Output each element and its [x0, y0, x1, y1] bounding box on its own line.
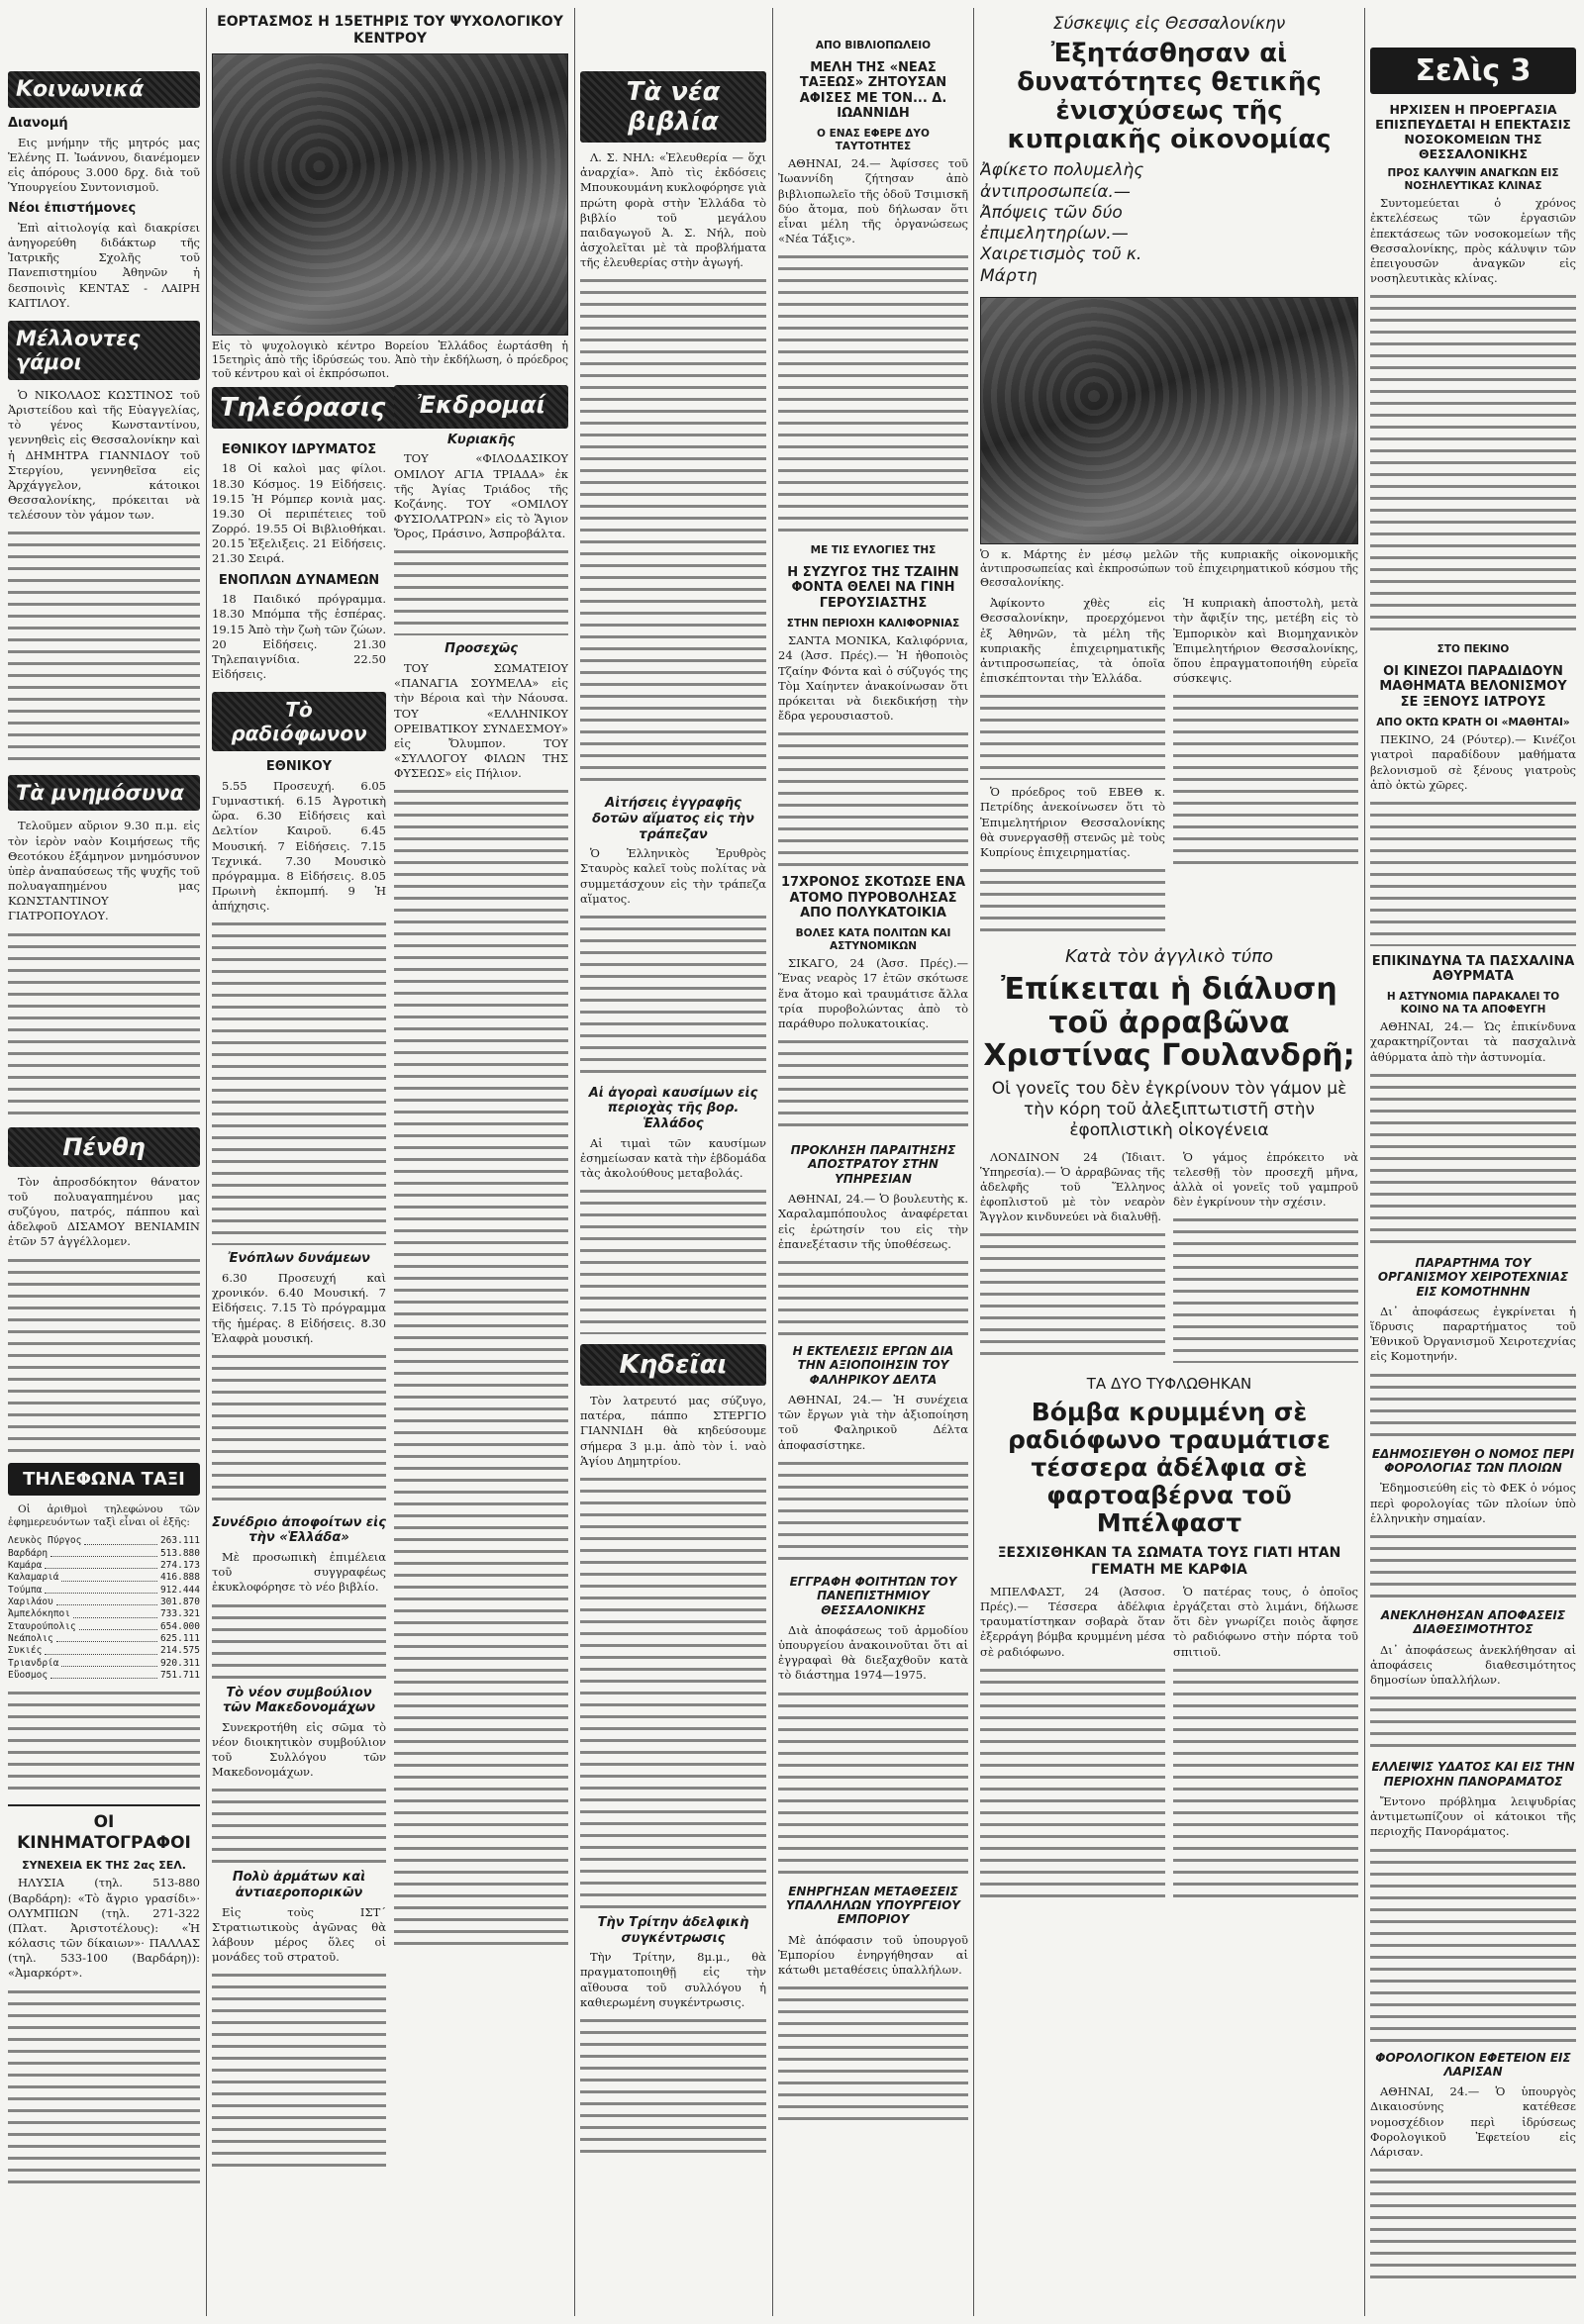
subheadline-hospitals: ΠΡΟΣ ΚΑΛΥΨΙΝ ΑΝΑΓΚΩΝ ΕΙΣ ΝΟΣΗΛΕΥΤΙΚΑΣ ΚΛΙΝΑΣ [1387, 167, 1559, 192]
text-block [212, 1970, 386, 2168]
heading-echoes: Συνέδριο ἀποφοίτων εἰς τὴν «Ἑλλάδα» [212, 1514, 386, 1546]
list-item: Βαρδάρη 513.880 [8, 1547, 200, 1559]
kicker-blessings: ΜΕ ΤΙΣ ΕΥΛΟΓΙΕΣ ΤΗΣ [810, 544, 937, 557]
text-chicago-shooting: ΣΙΚΑΓΟ, 24 (Ἀσσ. Πρές).— Ἕνας νεαρὸς 17 ἐτῶν σκότωσε ἕνα ἄτομο καὶ τραυμάτισε ἄλλα τρία πυροβολώντας ἀπὸ τὸ παράθυρο πολυκατοικίας. [778, 956, 968, 1030]
headline-university-enrollment: ΕΓΓΡΑΦΗ ΦΟΙΤΗΤΩΝ ΤΟΥ ΠΑΝΕΠΙΣΤΗΜΙΟΥ ΘΕΣΣΑΛΟΝΙΚΗΣ [789, 1574, 957, 1617]
subheadline-shots: ΒΟΛΕΣ ΚΑΤΑ ΠΟΛΙΤΩΝ ΚΑΙ ΑΣΤΥΝΟΜΙΚΩΝ [795, 926, 951, 952]
headline-belfast-bomb: Βόμβα κρυμμένη σὲ ραδιόφωνο τραυμάτισε τέσσερα ἀδέλφια σὲ φαρτοαβέρνα τοῦ Μπέλφαστ [1008, 1398, 1331, 1538]
column-5 [980, 0, 1358, 2324]
text-proseches: ΤΟΥ ΣΩΜΑΤΕΙΟΥ «ΠΑΝΑΓΙΑ ΣΟΥΜΕΛΑ» εἰς τὴν Βέροια καὶ τὴν Νάουσα. ΤΟΥ «ΕΛΛΗΝΙΚΟΥ ΟΡΕΙΒΑΤΙΚΟΥ ΣΥΝΔΕΣΜΟΥ» εἰς Ὄλυμπον. ΤΟΥ «ΣΥΛΛΟΓΟΥ ΦΙΛΩΝ ΤΗΣ ΦΥΣΕΩΣ» εἰς Πήλιον. [394, 661, 568, 781]
section-banner-mellontes-gamoi: Μέλλοντες γάμοι [8, 321, 200, 380]
list-item: Καλαμαριά 416.888 [8, 1572, 200, 1584]
text-block [8, 929, 200, 1117]
text-block [1370, 1531, 1576, 1600]
text-water-shortage: Ἔντονο πρόβλημα λειψυδρίας ἀντιμετωπίζουν οἱ κάτοικοι τῆς περιοχῆς Πανοράματος. [1370, 1794, 1576, 1839]
list-item: Εὔοσμος 751.711 [8, 1670, 200, 1682]
text-block [778, 1983, 968, 2121]
text-block [1173, 1665, 1358, 1902]
text-block [212, 1351, 386, 1509]
photo-cyprus-delegation [980, 297, 1358, 544]
headline-handicraft: ΠΑΡΑΡΤΗΜΑ ΤΟΥ ΟΡΓΑΝΙΣΜΟΥ ΧΕΙΡΟΤΕΧΝΙΑΣ ΕΙΣ ΚΟΜΟΤΗΝΗΝ [1377, 1255, 1569, 1299]
headline-cyprus-economy: Ἐξητάσθησαν αἱ δυνατότητες θετικῆς ἐνισχύσεως τῆς κυπριακῆς οἰκονομίας [1007, 39, 1332, 155]
section-banner-ekdromai: Ἐκδρομαί [394, 385, 568, 425]
text-block [1370, 1845, 1576, 2043]
text-neoi-epistimones: Ἐπὶ αἰτιολογίᾳ καὶ διακρίσει ἀνηγορεύθη διδάκτωρ τῆς Ἰατρικῆς Σχολῆς τοῦ Πανεπιστημίου Ἀθηνῶν ἡ δεσποινὶς ΚΕΝΤΑΣ - ΛΑΙΡΗ ΚΑΙΤΙΛΟΥ. [8, 220, 200, 310]
column-rule [772, 8, 773, 2316]
list-item: Χαριλάου 301.870 [8, 1596, 200, 1607]
subheadline-california: ΣΤΗΝ ΠΕΡΙΟΧΗ ΚΑΛΙΦΟΡΝΙΑΣ [786, 617, 960, 629]
text-easter-toys: ΑΘΗΝΑΙ, 24.— Ὡς ἐπικίνδυνα χαρακτηρίζονται τὰ πασχαλινὰ ἀθύρματα ἀπὸ τὴν ἀστυνομία. [1370, 1019, 1576, 1064]
text-university-enrollment: Διὰ ἀποφάσεως τοῦ ἁρμοδίου ὑπουργείου ἀνακοινοῦται ὅτι αἱ ἐγγραφαὶ θὰ διεξαχθοῦν κατὰ τὸ διάστημα 1974—1975. [778, 1622, 968, 1683]
text-block [394, 786, 568, 1954]
heading-dianomi: Διανομή [8, 116, 68, 131]
section-banner-penthi: Πένθη [8, 1127, 200, 1167]
text-block [1370, 798, 1576, 946]
text-handicraft: Δι᾽ ἀποφάσεως ἐγκρίνεται ἡ ἵδρυσις παραρτήματος τοῦ Ἑθνικοῦ Ὀργανισμοῦ Χειροτεχνίας εἰς Κομοτηνήν. [1370, 1304, 1576, 1364]
text-block [778, 728, 968, 867]
text-mellontes-gamoi: Ὁ ΝΙΚΟΛΑΟΣ ΚΩΣΤΙΝΟΣ τοῦ Ἀριστείδου καὶ τῆς Εὐαγγελίας, τὸ γένος Κωνσταντίνου, γεννηθεὶς εἰς Θεσσαλονίκην καὶ ἡ ΔΗΜΗΤΡΑ ΓΙΑΝΝΙΔΟΥ τοῦ Στεργίου, γεννηθεῖσα εἰς Ἀρχάγγελον, κάτοικοι Θεσσαλονίκης, πρόκειται νὰ τελέσουν τὸν γάμον των. [8, 387, 200, 523]
text-block [980, 1229, 1165, 1358]
text-block [778, 1036, 968, 1135]
text-block [212, 1785, 386, 1864]
text-block [1173, 1214, 1358, 1363]
list-item: Σταυρούπολις 654.000 [8, 1620, 200, 1632]
column-rule [574, 8, 575, 2316]
subheadline-goulandris: Οἱ γονεῖς του δὲν ἐγκρίνουν τὸν γάμον μὲ τὴν κόρη τοῦ ἀλεξιπτωτιστῆ στὴν ἐφοπλιστικὴ οἰκογένεια [991, 1078, 1347, 1141]
text-block [1370, 2165, 1576, 2283]
subheadline-easter-toys: Η ΑΣΤΥΝΟΜΙΑ ΠΑΡΑΚΑΛΕΙ ΤΟ ΚΟΙΝΟ ΝΑ ΤΑ ΑΠΟΦΕΥΓΗ [1386, 991, 1560, 1016]
text-block [580, 1186, 766, 1334]
text-blood-donors: Ὁ Ἑλληνικὸς Ἐρυθρὸς Σταυρὸς καλεῖ τοὺς πολίτας νὰ συμμετάσχουν εἰς τὴν τράπεζα αἵματος. [580, 846, 766, 906]
cyprus-body [980, 596, 1358, 934]
text-ekdromai: ΤΟΥ «ΦΙΛΟΔΑΣΙΚΟΥ ΟΜΙΛΟΥ ΑΓΙΑ ΤΡΙΑΔΑ» ἐκ τῆς Ἀγίας Τριάδος τῆς Κοζάνης. ΤΟΥ «ΟΜΙΛΟΥ ΦΥΣΙΟΛΑΤΡΩΝ» εἰς τὸ Ἅγιον Ὄρος, Πράσινο, Ἀσπροβάλτα. [394, 451, 568, 541]
text-transfers: Μὲ ἀπόφασιν τοῦ ὑπουργοῦ Ἐμπορίου ἐνηργήθησαν αἱ κάτωθι μεταθέσεις ὑπαλλήλων. [778, 1932, 968, 1978]
text-belfast-1: ΜΠΕΛΦΑΣΤ, 24 (Ἀσσοσ. Πρές).— Τέσσερα ἀδέλφια τραυματίστηκαν σοβαρὰ ὅταν ἐξερράγη βόμβα κρυμμένη μέσα σὲ ραδιόφωνο. [980, 1584, 1165, 1659]
text-block [212, 1600, 386, 1680]
headline-psychological-center: ΕΟΡΤΑΣΜΟΣ Η 15ΕΤΗΡΙΣ ΤΟΥ ΨΥΧΟΛΟΓΙΚΟΥ ΚΕΝΤΡΟΥ [217, 14, 563, 47]
subcolumn-tv-radio [212, 436, 386, 2168]
belfast-body [980, 1585, 1358, 1902]
belfast-body-right [1173, 1585, 1358, 1902]
headline-faliro-delta: Η ΕΚΤΕΛΕΣΙΣ ΕΡΓΩΝ ΔΙΑ ΤΗΝ ΑΞΙΟΠΟΙΗΣΙΝ ΤΟΥ ΦΑΛΗΡΙΚΟΥ ΔΕΛΤΑ [792, 1343, 954, 1387]
headline-easter-toys: ΕΠΙΚΙΝΔΥΝΑ ΤΑ ΠΑΣΧΑΛΙΝΑ ΑΘΥΡΜΑΤΑ [1371, 953, 1575, 985]
text-block [580, 912, 766, 1080]
text-block [1370, 1693, 1576, 1752]
list-item: Συκιές 214.575 [8, 1645, 200, 1657]
heading-fuel-markets: Αἱ ἀγοραὶ καυσίμων εἰς περιοχὰς τῆς βορ. Ἑλλάδος [588, 1085, 758, 1132]
headline-tax-court: ΦΟΡΟΛΟΓΙΚΟΝ ΕΦΕΤΕΙΟΝ ΕΙΣ ΛΑΡΙΣΑΝ [1375, 2050, 1571, 2079]
text-faliro-delta: ΑΘΗΝΑΙ, 24.— Ἡ συνέχεια τῶν ἔργων γιὰ τὴν ἀξιοποίηση τοῦ Φαληρικοῦ Δέλτα ἀποφασίστηκε. [778, 1393, 968, 1452]
belfast-body-left [980, 1585, 1165, 1902]
subheading-tv-armed-forces: ΕΝΟΠΛΩΝ ΔΥΝΑΜΕΩΝ [218, 572, 380, 588]
photo-caption-cyprus: Ὁ κ. Μάρτης ἐν μέσῳ μελῶν τῆς κυπριακῆς οἰκονομικῆς ἀντιπροσωπείας καὶ ἐκπροσώπων τοῦ ἐπιχειρηματικοῦ κόσμου τῆς Θεσσαλονίκης. [980, 547, 1358, 590]
text-youth-council: Συνεκροτήθη εἰς σῶμα τὸ νέον διοικητικὸν συμβούλιον τοῦ Συλλόγου τῶν Μακεδονομάχων. [212, 1719, 386, 1780]
heading-cinemas: ΟΙ ΚΙΝΗΜΑΤΟΓΡΑΦΟΙ [8, 1804, 200, 1853]
text-block [980, 1665, 1165, 1902]
headline-chicago-shooting: 17ΧΡΟΝΟΣ ΣΚΟΤΩΣΕ ΕΝΑ ΑΤΟΜΟ ΠΥΡΟΒΟΛΗΣΑΣ ΑΠΟ ΠΟΛΥΚΑΤΟΙΚΙΑ [780, 875, 966, 921]
text-radio-armed: 6.30 Προσευχή καὶ χρονικόν. 6.40 Μουσική. 7 Εἰδήσεις. 7.15 Τὸ πρόγραμμα τῆς ἡμέρας. 8 Εἰδήσεις. 8.30 Ἐλαφρὰ μουσική. [212, 1270, 386, 1345]
headline-hospitals: ΗΡΧΙΣΕΝ Η ΠΡΟΕΡΓΑΣΙΑ ΕΠΙΣΠΕΥΔΕΤΑΙ Η ΕΠΕΚΤΑΣΙΣ ΝΟΣΟΚΟΜΕΙΩΝ ΤΗΣ ΘΕΣΣΑΛΟΝΙΚΗΣ [1375, 102, 1571, 161]
headline-transfers: ΕΝΗΡΓΗΣΑΝ ΜΕΤΑΘΕΣΕΙΣ ΥΠΑΛΛΗΛΩΝ ΥΠΟΥΡΓΕΙΟΥ ΕΜΠΟΡΙΟΥ [786, 1884, 960, 1927]
text-block [1370, 291, 1576, 637]
text-goulandris-1: ΛΟΝΔΙΝΟΝ 24 (Ἰδιαιτ. Ὑπηρεσία).— Ὁ ἀρραβῶνας τῆς ἀδελφῆς τοῦ Ἕλληνος ἐφοπλιστοῦ μὲ τὸν νεαρὸν Ἄγγλον κινδυνεύει νὰ διαλυθῇ. [980, 1149, 1165, 1224]
subheadline-belfast: ΞΕΣΧΙΣΘΗΚΑΝ ΤΑ ΣΩΜΑΤΑ ΤΟΥΣ ΓΙΑΤΙ ΗΤΑΝ ΓΕΜΑΤΗ ΜΕ ΚΑΡΦΙΑ [997, 1545, 1341, 1579]
text-belfast-2: Ὁ πατέρας τους, ὁ ὁποῖος ἐργάζεται στὸ λιμάνι, δήλωσε ὅτι δὲν γνωρίζει ποιὸς ἄφησε τὸ ραδιόφωνο στὴν πόρτα τοῦ σπιτιοῦ. [1173, 1584, 1358, 1659]
text-new-order: ΑΘΗΝΑΙ, 24.— Ἀφίσσες τοῦ Ἰωαννίδη ζήτησαν ἀπὸ βιβλιοπωλεῖο τῆς ὁδοῦ Τσιμισκῆ δύο ἄτομα, ποὺ δήλωσαν ὅτι εἶναι μέλη τῆς ὀργανώσεως «Νέα Τάξις». [778, 156, 968, 246]
subheading-cinemas: ΣΥΝΕΧΕΙΑ ΕΚ ΤΗΣ 2ας ΣΕΛ. [22, 1859, 186, 1873]
text-penthi: Τὸν ἀπροσδόκητον θάνατον τοῦ πολυαγαπημένου μας συζύγου, πατρός, πάππου καὶ ἀδελφοῦ ΔΙΣΑΜΟΥ ΒΕΝΙΑΜΙΝ ἐτῶν 57 ἀγγέλλομεν. [8, 1174, 200, 1249]
column-3 [580, 0, 766, 2324]
column-rule [973, 8, 974, 2316]
text-block [8, 1986, 200, 2184]
subheadline-acupuncture: ΑΠΟ ΟΚΤΩ ΚΡΑΤΗ ΟΙ «ΜΑΘΗΤΑΙ» [1376, 716, 1570, 728]
cyprus-body-left [980, 596, 1165, 934]
heading-tuesday: Τὴν Τρίτην ἀδελφικὴ συγκέντρωσις [597, 1915, 749, 1946]
list-item: Τριανδρία 920.311 [8, 1657, 200, 1669]
column-rule [1364, 8, 1365, 2316]
headline-fonda: Η ΣΥΖΥΓΟΣ ΤΗΣ ΤΖΑΙΗΝ ΦΟΝΤΑ ΘΕΛΕΙ ΝΑ ΓΙΝΗ ΓΕΡΟΥΣΙΑΣΤΗΣ [787, 564, 959, 611]
section-banner-books: Τὰ νέα βιβλία [580, 71, 766, 143]
list-item: Λευκὸς Πύργος 263.111 [8, 1535, 200, 1547]
text-tax-court: ΑΘΗΝΑΙ, 24.— Ὁ ὑπουργὸς Δικαιοσύνης κατέθεσε νομοσχέδιον περὶ ἱδρύσεως Φορολογικοῦ Ἐφετείου εἰς Λάρισαν. [1370, 2084, 1576, 2159]
text-block [778, 251, 968, 538]
text-dianomi: Εις μνήμην τῆς μητρός μας Ἑλένης Π. Ἰωάννου, διανέμομεν εἰς ἀπόρους 3.000 δρχ. διὰ τοῦ Ὑπουργείου Συντονισμοῦ. [8, 135, 200, 195]
subheading-tv-national: ΕΘΝΙΚΟΥ ΙΔΡΥΜΑΤΟΣ [221, 441, 377, 457]
text-block [1173, 691, 1358, 864]
text-block [8, 1688, 200, 1796]
column-rule [206, 8, 207, 2316]
text-tuesday: Τὴν Τρίτην, 8μ.μ., θὰ πραγματοποιηθῇ εἰς τὴν αἴθουσα τοῦ συλλόγου ἡ καθιερωμένη συγκέντρωσις. [580, 1950, 766, 2009]
photo-event [212, 53, 568, 336]
text-mnimosyna: Τελοῦμεν αὔριον 9.30 π.μ. εἰς τὸν ἱερὸν ναὸν Κοιμήσεως τῆς Θεοτόκου ἑξάμηνον μνημόσυνον ὑπὲρ ἀναπαύσεως τῆς ψυχῆς τοῦ πολυαγαπημένου μας ΚΩΝΣΤΑΝΤΙΝΟΥ ΓΙΑΤΡΟΠΟΥΛΟΥ. [8, 819, 200, 923]
headline-water-shortage: ΕΛΛΕΙΨΙΣ ΥΔΑΤΟΣ ΚΑΙ ΕΙΣ ΤΗΝ ΠΕΡΙΟΧΗΝ ΠΑΝΟΡΑΜΑΤΟΣ [1371, 1760, 1575, 1789]
text-block [778, 1257, 968, 1336]
text-block [980, 865, 1165, 934]
text-block [1370, 1070, 1576, 1248]
column-left [8, 0, 200, 2324]
text-cyprus-3: Ὁ πρόεδρος τοῦ ΕΒΕΘ κ. Πετρίδης ἀνεκοίνωσεν ὅτι τὸ Ἐπιμελητήριον Θεσσαλονίκης θὰ συνεργασθῇ στενῶς μὲ τοὺς Κυπρίους ἐπιχειρηματίας. [980, 785, 1165, 859]
text-block [580, 2015, 766, 2154]
text-block [1370, 1370, 1576, 1439]
section-banner-koinonika: Κοινωνικά [8, 71, 200, 108]
kicker-thessaloniki-meeting: Σύσκεψις εἰς Θεσσαλονίκην [1052, 14, 1286, 34]
subheadline-two-ids: Ο ΕΝΑΣ ΕΦΕΡΕ ΔΥΟ ΤΑΥΤΟΤΗΤΕΣ [817, 127, 930, 152]
heading-neoi-epistimones: Νέοι ἐπιστήμονες [8, 201, 137, 217]
photo-caption: Εἰς τὸ ψυχολογικὸ κέντρο Βορείου Ἑλλάδος ἑωρτάσθη ἡ 15ετηρὶς ἀπὸ τῆς ἱδρύσεώς του. Ἀπὸ τὴν ἐκδήλωση, ὁ πρόεδρος τοῦ κέντρου καὶ οἱ ἐκπρόσωποι. [212, 339, 568, 380]
subheading-kyriakis: Κυριακῆς [446, 432, 516, 447]
cyprus-body-right [1173, 596, 1358, 934]
text-books: Λ. Σ. ΝΗΛ: «Ἐλευθερία — ὅχι ἀναρχία». Ἀπὸ τὶς ἐκδόσεις Μπουκουμάνη κυκλοφόρησε γιὰ πρώτη φορὰ στὴν Ἑλλάδα τὸ βιβλίο τοῦ μεγάλου παιδαγωγοῦ Ἀ. Σ. Νήλ, ποὺ ἀσχολεῖται μὲ τὰ προβλήματα τῆς ἐλευθερίας στὴν ἀγωγή. [580, 150, 766, 270]
text-block [580, 1474, 766, 1909]
text-block [778, 1689, 968, 1877]
heading-youth-council: Τὸ νέον συμβούλιον τῶν Μακεδονομάχων [222, 1685, 375, 1716]
text-block [580, 275, 766, 790]
lead-row [980, 160, 1358, 287]
text-block [778, 1458, 968, 1567]
text-radio: 5.55 Προσευχή. 6.05 Γυμναστική. 6.15 Ἀγροτικὴ ὥρα. 6.30 Εἰδήσεις καὶ Δελτίον Καιροῦ. 6.45 Μουσική. 7 Εἰδήσεις. 7.15 Τεχνικά. 7.30 Μουσικὸ πρόγραμμα. 8 Εἰδήσεις. 8.05 Πρωινὴ ἐκπομπή. 9 Ἡ ἀπήχησις. [212, 778, 386, 914]
goulandris-body [980, 1150, 1358, 1364]
section-banner-mnimosyna: Τὰ μνημόσυνα [8, 775, 200, 811]
section-banner-kidiai: Κηδεῖαι [580, 1344, 766, 1386]
text-resignation: ΑΘΗΝΑΙ, 24.— Ὁ βουλευτὴς κ. Χαραλαμπόπουλος ἀναφέρεται εἰς ἐρώτησίν του εἰς τὴν ἐπανεξέτασιν τῆς ὑποθέσεως. [778, 1192, 968, 1251]
goulandris-body-right [1173, 1150, 1358, 1364]
text-block [980, 691, 1165, 780]
text-tv-armed-forces: 18 Παιδικό πρόγραμμα. 18.30 Μπόμπα τῆς ἑσπέρας. 19.15 Ἀπὸ τὴν ζωὴ τῶν ζώων. 20 Εἰδήσεις. 21.30 Τηλεπαιγνίδια. 22.50 Εἰδήσεις. [212, 592, 386, 682]
headline-acupuncture: ΟΙ ΚΙΝΕΖΟΙ ΠΑΡΑΔΙΔΟΥΝ ΜΑΘΗΜΑΤΑ ΒΕΛΟΝΙΣΜΟΥ ΣΕ ΞΕΝΟΥΣ ΙΑΤΡΟΥΣ [1379, 663, 1567, 710]
kicker-blinded: ΤΑ ΔΥΟ ΤΥΦΛΩΘΗΚΑΝ [1086, 1375, 1252, 1394]
headline-new-order: ΜΕΛΗ ΤΗΣ «ΝΕΑΣ ΤΑΞΕΩΣ» ΖΗΤΟΥΣΑΝ ΑΦΙΣΕΣ ΜΕ ΤΟΝ... Δ. ΙΩΑΝΝΙΔΗ [799, 59, 947, 122]
text-echoes: Μὲ προσωπικὴ ἐπιμέλεια τοῦ συγγραφέως ἐκυκλοφόρησε τὸ νέο βιβλίο. [212, 1550, 386, 1595]
heading-arms: Πολὺ ἀρμάτων καὶ ἀντιαεροπορικῶν [232, 1870, 366, 1901]
headline-resignation: ΠΡΟΚΛΗΣΗ ΠΑΡΑΙΤΗΣΗΣ ΑΠΟΣΤΡΑΤΟΥ ΣΤΗΝ ΥΠΗΡΕΣΙΑΝ [790, 1143, 956, 1186]
text-cyprus-1: Ἀφίκοντο χθὲς εἰς Θεσσαλονίκην, προερχόμενοι ἐξ Ἀθηνῶν, τὰ μέλη τῆς κυπριακῆς ἐπιχειρηματικῆς ἀντιπροσωπείας, τὰ ὁποῖα ἐπισκέπτονται τὴν Ἑλλάδα. [980, 596, 1165, 686]
column-4 [778, 0, 968, 2324]
text-goulandris-2: Ὁ γάμος ἐπρόκειτο νὰ τελεσθῇ τὸν προσεχῆ μῆνα, ἀλλὰ οἱ γονεῖς τοῦ γαμπροῦ δὲν ἐγκρίνουν τὴν σχέσιν. [1173, 1149, 1358, 1210]
text-fonda: ΣΑΝΤΑ ΜΟΝΙΚΑ, Καλιφόρνια, 24 (Ἀσσ. Πρές).— Ἡ ἠθοποιὸς Τζαίην Φόντα καὶ ὁ σύζυγός της Τὸμ Χαίηντεν ἀνακοίνωσαν ὅτι πρόκειται νὰ διεκδικήσῃ τὴν ἔδρα γερουσιαστοῦ. [778, 633, 968, 724]
list-item: Καμάρα 274.173 [8, 1559, 200, 1571]
text-ship-tax: Ἐδημοσιεύθη εἰς τὸ ΦΕΚ ὁ νόμος περὶ φορολογίας τῶν πλοίων ὑπὸ ἑλληνικὴν σημαίαν. [1370, 1481, 1576, 1525]
text-block [212, 919, 386, 1245]
subheadline-cyprus: Ἀφίκετο πολυμελὴς ἀντιπροσωπεία.— Ἀπόψεις τῶν δύο ἐπιμελητηρίων.— Χαιρετισμὸς τοῦ κ. Μάρτη [980, 160, 1144, 286]
subheading-radio: ΕΘΝΙΚΟΥ [265, 759, 333, 775]
section-banner-tileorasis: Τηλεόρασις [212, 387, 568, 429]
column-2 [212, 0, 568, 2324]
text-arms: Εἰς τοὺς ΙΣΤ΄ Στρατιωτικοὺς ἀγῶνας θὰ λάβουν μέρος ὅλες οἱ μονάδες τοῦ στρατοῦ. [212, 1904, 386, 1965]
text-cinemas: ΗΛΥΣΙΑ (τηλ. 513-880 (Βαρδάρη): «Τὸ ἄγριο γρασίδι»· ΟΛΥΜΠΙΩΝ (τηλ. 271-322 (Πλατ. Ἀριστοτέλους): «Ἡ κόλασις τῶν δίκαιων»· ΠΑΛΛΑΣ (τηλ. 533-100 (Βαρδάρη)): «Ἀμαρκόρτ». [8, 1876, 200, 1981]
text-cyprus-2: Ἡ κυπριακὴ ἀποστολὴ, μετὰ τὴν ἄφιξίν της, μετέβη εἰς τὸ Ἐμπορικὸν καὶ Βιομηχανικὸν Ἐπιμελητήριον Θεσσαλονίκης, ὅπου ἐπραγματοποιήθη εὐρεῖα σύσκεψις. [1173, 596, 1358, 686]
text-decisions-revoked: Δι᾽ ἀποφάσεως ἀνεκλήθησαν αἱ ἀποφάσεις διαθεσιμότητος δημοσίων ὑπαλλήλων. [1370, 1642, 1576, 1688]
text-block [394, 546, 568, 635]
section-banner-phones: ΤΗΛΕΦΩΝΑ ΤΑΞΙ [8, 1463, 200, 1496]
taxi-phones-list [8, 1535, 200, 1682]
list-item: Τούμπα 912.444 [8, 1584, 200, 1596]
headline-goulandris: Ἐπίκειται ἡ διάλυση τοῦ ἀρραβῶνα Χριστίνας Γουλανδρῆ; [983, 972, 1355, 1074]
text-phones-intro: Οἱ ἀριθμοὶ τηλεφώνου τῶν ἐφημερευόντων ταξὶ εἶναι οἱ ἑξῆς: [8, 1502, 200, 1529]
text-block [8, 528, 200, 765]
list-item: Νεάπολις 625.111 [8, 1632, 200, 1644]
text-kidiai: Τὸν λατρευτό μας σύζυγο, πατέρα, πάππο ΣΤΕΡΓΙΟ ΓΙΑΝΝΙΔΗ θὰ κηδεύσουμε σήμερα 3 μ.μ. ἀπὸ τὸν ἱ. ναὸ Ἁγίου Δημητρίου. [580, 1394, 766, 1468]
kicker-bookshop: ΑΠΟ ΒΙΒΛΙΟΠΩΛΕΙΟ [815, 40, 932, 51]
text-hospitals: Συντομεύεται ὁ χρόνος ἐκτελέσεως τῶν ἐργασιῶν ἐπεκτάσεως τῶν νοσοκομείων τῆς Θεσσαλονίκης, πρὸς κάλυψιν τῶν ἐπειγουσῶν ἀναγκῶν εἰς νοσηλευτικὰς κλίνας. [1370, 196, 1576, 286]
text-tv-national: 18 Οἱ καλοὶ μας φίλοι. 18.30 Κόσμος. 19 Εἰδήσεις. 19.15 Ἡ Ρόμπερ κονιὰ μας. 19.30 Οἱ περιπέτειες τοῦ Ζορρό. 19.55 Οἱ Βιβλιοθήκαι. 20.15 Ἐξελιξεις. 21 Εἰδήσεις. 21.30 Σειρά. [212, 461, 386, 566]
goulandris-body-left [980, 1150, 1165, 1364]
subheading-radio-armed: Ἐνόπλων δυνάμεων [228, 1251, 370, 1267]
subheading-proseches: Προσεχῶς [445, 641, 518, 657]
page-number-banner: Σελὶς 3 [1370, 48, 1576, 94]
kicker-peking: ΣΤΟ ΠΕΚΙΝΟ [1436, 643, 1510, 656]
subcolumn-excursions [394, 390, 568, 2168]
text-fuel-markets: Αἱ τιμαὶ τῶν καυσίμων ἐσημείωσαν κατὰ τὴν ἑβδομάδα τὰς ἀκολούθους μεταβολάς. [580, 1135, 766, 1180]
text-acupuncture: ΠΕΚΙΝΟ, 24 (Ρόυτερ).— Κινέζοι γιατροὶ παραδίδουν μαθήματα βελονισμοῦ σὲ ξένους γιατροὺς ἀπὸ ὀκτὼ χῶρες. [1370, 732, 1576, 792]
headline-ship-tax: ΕΔΗΜΟΣΙΕΥΘΗ Ο ΝΟΜΟΣ ΠΕΡΙ ΦΟΡΟΛΟΓΙΑΣ ΤΩΝ ΠΛΟΙΩΝ [1371, 1446, 1575, 1476]
column-right [1370, 0, 1576, 2324]
headline-decisions-revoked: ΑΝΕΚΛΗΘΗΣΑΝ ΑΠΟΦΑΣΕΙΣ ΔΙΑΘΕΣΙΜΟΤΗΤΟΣ [1380, 1607, 1566, 1637]
text-block [8, 1255, 200, 1453]
section-banner-radiofonon: Τὸ ραδιόφωνον [212, 692, 386, 751]
kicker-english-press: Κατὰ τὸν ἀγγλικὸ τύπο [1064, 946, 1274, 968]
heading-blood-donors: Αἰτήσεις ἐγγραφῆς δοτῶν αἵματος εἰς τὴν τράπεζαν [592, 796, 754, 842]
list-item: Ἀμπελόκηποι 733.321 [8, 1608, 200, 1620]
